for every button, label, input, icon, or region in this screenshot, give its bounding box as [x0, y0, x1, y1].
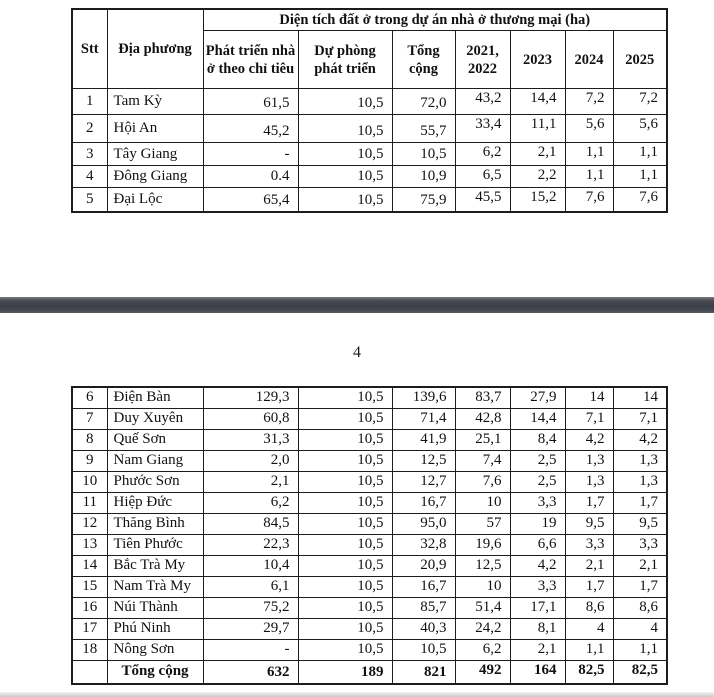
value-cell: 10,5	[298, 534, 392, 555]
value-cell: 10	[455, 576, 510, 597]
value-cell: 10,5	[298, 387, 392, 408]
table-row	[72, 597, 667, 618]
value-cell: -	[203, 639, 298, 660]
value-cell: 24,2	[455, 618, 510, 639]
value-cell: 7,6	[613, 188, 667, 212]
value-cell: 4,2	[510, 555, 565, 576]
value-cell: 821	[392, 660, 455, 684]
table-row	[72, 576, 667, 597]
location-cell: Phú Ninh	[107, 618, 203, 639]
value-cell: 10,9	[392, 166, 455, 188]
value-cell: 4,2	[613, 429, 667, 450]
value-cell: 11,1	[510, 115, 565, 143]
value-cell: 10,5	[298, 471, 392, 492]
value-cell: 31,3	[203, 429, 298, 450]
stt-cell: 9	[72, 450, 107, 471]
location-cell: Bắc Trà My	[107, 555, 203, 576]
table-row	[72, 143, 667, 166]
value-cell: 10,5	[298, 408, 392, 429]
value-cell: 10,5	[298, 576, 392, 597]
value-cell: 632	[203, 660, 298, 684]
value-cell: 0.4	[203, 166, 298, 188]
stt-cell: 14	[72, 555, 107, 576]
table-row	[72, 471, 667, 492]
value-cell: 14	[565, 387, 613, 408]
value-cell: 8,4	[510, 429, 565, 450]
value-cell: 2,1	[565, 555, 613, 576]
table-body-rows-1-5	[72, 89, 667, 212]
location-cell: Duy Xuyên	[107, 408, 203, 429]
value-cell: 2,1	[510, 639, 565, 660]
value-cell: 43,2	[455, 89, 510, 115]
stt-cell: 7	[72, 408, 107, 429]
header-col-2021-2022: 2021, 2022	[455, 31, 510, 89]
location-cell: Tam Kỳ	[107, 89, 203, 115]
value-cell: 22,3	[203, 534, 298, 555]
table-row	[72, 429, 667, 450]
location-cell: Núi Thành	[107, 597, 203, 618]
table-row	[72, 492, 667, 513]
value-cell: 25,1	[455, 429, 510, 450]
value-cell: 83,7	[455, 387, 510, 408]
value-cell: 10,5	[298, 597, 392, 618]
value-cell: 1,1	[565, 143, 613, 166]
land-area-table-part1	[71, 8, 668, 213]
value-cell: 1,1	[613, 143, 667, 166]
value-cell: 7,4	[455, 450, 510, 471]
value-cell: 85,7	[392, 597, 455, 618]
header-stt: Stt	[72, 9, 107, 89]
value-cell: 32,8	[392, 534, 455, 555]
value-cell: 10,5	[298, 115, 392, 143]
value-cell: 1,1	[613, 639, 667, 660]
value-cell: 4	[613, 618, 667, 639]
location-cell: Hội An	[107, 115, 203, 143]
stt-cell: 5	[72, 188, 107, 212]
header-col-total: Tổng cộng	[392, 31, 455, 89]
stt-cell: 11	[72, 492, 107, 513]
value-cell: 189	[298, 660, 392, 684]
table-row	[72, 387, 667, 408]
value-cell: 16,7	[392, 492, 455, 513]
value-cell: 10,5	[298, 188, 392, 212]
value-cell: 139,6	[392, 387, 455, 408]
page-separator-band-bottom	[0, 692, 714, 697]
value-cell: 10,5	[392, 639, 455, 660]
table-row	[72, 555, 667, 576]
value-cell: 7,2	[613, 89, 667, 115]
location-cell: Tây Giang	[107, 143, 203, 166]
value-cell: 1,1	[565, 166, 613, 188]
value-cell: 7,6	[565, 188, 613, 212]
value-cell: 27,9	[510, 387, 565, 408]
value-cell: 10,5	[298, 492, 392, 513]
value-cell: 8,6	[613, 597, 667, 618]
value-cell: 20,9	[392, 555, 455, 576]
value-cell: 7,1	[565, 408, 613, 429]
value-cell: 6,2	[203, 492, 298, 513]
header-col-target-development: Phát triển nhà ở theo chỉ tiêu	[203, 31, 298, 89]
land-area-table-part2	[71, 386, 668, 685]
value-cell: 10,5	[298, 513, 392, 534]
value-cell: 29,7	[203, 618, 298, 639]
table-row	[72, 115, 667, 143]
value-cell: 492	[455, 660, 510, 684]
value-cell: 2,0	[203, 450, 298, 471]
value-cell: 12,5	[455, 555, 510, 576]
location-cell: Nam Giang	[107, 450, 203, 471]
value-cell: 5,6	[565, 115, 613, 143]
value-cell: 45,5	[455, 188, 510, 212]
value-cell: 1,1	[565, 639, 613, 660]
document-page-4	[71, 386, 668, 685]
header-col-reserve-development: Dự phòng phát triển	[298, 31, 392, 89]
value-cell: 7,6	[455, 471, 510, 492]
value-cell: 1,7	[565, 492, 613, 513]
value-cell: 2,1	[203, 471, 298, 492]
stt-cell: 15	[72, 576, 107, 597]
value-cell: 10,5	[298, 143, 392, 166]
table-body-rows-6-18-total	[72, 387, 667, 684]
value-cell: 55,7	[392, 115, 455, 143]
value-cell: 7,1	[613, 408, 667, 429]
value-cell: 1,3	[565, 450, 613, 471]
value-cell: 10,5	[298, 450, 392, 471]
value-cell: 10,5	[392, 143, 455, 166]
table-total-row	[72, 660, 667, 684]
value-cell: 10,5	[298, 429, 392, 450]
value-cell: 8,1	[510, 618, 565, 639]
location-cell: Thăng Bình	[107, 513, 203, 534]
value-cell: 6,2	[455, 143, 510, 166]
value-cell: 40,3	[392, 618, 455, 639]
value-cell: 60,8	[203, 408, 298, 429]
stt-cell: 8	[72, 429, 107, 450]
value-cell: -	[203, 143, 298, 166]
stt-cell: 16	[72, 597, 107, 618]
stt-cell: 2	[72, 115, 107, 143]
value-cell: 2,1	[510, 143, 565, 166]
total-label-cell: Tổng cộng	[107, 660, 203, 684]
value-cell: 10	[455, 492, 510, 513]
value-cell: 164	[510, 660, 565, 684]
value-cell: 82,5	[565, 660, 613, 684]
stt-cell: 10	[72, 471, 107, 492]
stt-cell: 17	[72, 618, 107, 639]
value-cell: 19,6	[455, 534, 510, 555]
value-cell: 10,5	[298, 639, 392, 660]
value-cell: 3,3	[565, 534, 613, 555]
value-cell: 2,1	[613, 555, 667, 576]
value-cell: 1,7	[613, 576, 667, 597]
value-cell: 84,5	[203, 513, 298, 534]
table-row	[72, 188, 667, 212]
value-cell: 3,3	[510, 492, 565, 513]
value-cell: 14	[613, 387, 667, 408]
location-cell: Đông Giang	[107, 166, 203, 188]
table-row	[72, 89, 667, 115]
stt-cell: 3	[72, 143, 107, 166]
table-row	[72, 513, 667, 534]
value-cell: 4,2	[565, 429, 613, 450]
value-cell: 71,4	[392, 408, 455, 429]
value-cell: 16,7	[392, 576, 455, 597]
value-cell: 1,7	[613, 492, 667, 513]
value-cell: 10,5	[298, 618, 392, 639]
location-cell: Điện Bàn	[107, 387, 203, 408]
table-row	[72, 534, 667, 555]
page-number: 4	[353, 344, 361, 361]
location-cell: Nông Sơn	[107, 639, 203, 660]
value-cell: 2,5	[510, 450, 565, 471]
value-cell: 82,5	[613, 660, 667, 684]
header-span-title: Diện tích đất ở trong dự án nhà ở thương mại (ha)	[203, 9, 667, 31]
value-cell: 2,5	[510, 471, 565, 492]
value-cell: 61,5	[203, 89, 298, 115]
location-cell: Quế Sơn	[107, 429, 203, 450]
value-cell: 72,0	[392, 89, 455, 115]
value-cell: 9,5	[613, 513, 667, 534]
table-row	[72, 166, 667, 188]
value-cell: 33,4	[455, 115, 510, 143]
table-row	[72, 450, 667, 471]
location-cell: Phước Sơn	[107, 471, 203, 492]
value-cell: 1,7	[565, 576, 613, 597]
stt-cell: 18	[72, 639, 107, 660]
stt-cell: 1	[72, 89, 107, 115]
value-cell: 57	[455, 513, 510, 534]
header-location: Địa phương	[107, 9, 203, 89]
value-cell: 1,3	[565, 471, 613, 492]
stt-cell: 13	[72, 534, 107, 555]
value-cell: 1,1	[613, 166, 667, 188]
value-cell: 9,5	[565, 513, 613, 534]
stt-cell: 6	[72, 387, 107, 408]
value-cell: 5,6	[613, 115, 667, 143]
value-cell: 10,5	[298, 555, 392, 576]
location-cell: Hiệp Đức	[107, 492, 203, 513]
table-row	[72, 618, 667, 639]
value-cell: 2,2	[510, 166, 565, 188]
value-cell: 6,6	[510, 534, 565, 555]
value-cell: 75,2	[203, 597, 298, 618]
value-cell: 12,5	[392, 450, 455, 471]
value-cell: 8,6	[565, 597, 613, 618]
value-cell: 42,8	[455, 408, 510, 429]
document-page-3	[71, 8, 668, 213]
value-cell: 4	[565, 618, 613, 639]
value-cell: 14,4	[510, 408, 565, 429]
value-cell: 3,3	[510, 576, 565, 597]
header-col-2023: 2023	[510, 31, 565, 89]
value-cell: 51,4	[455, 597, 510, 618]
value-cell: 45,2	[203, 115, 298, 143]
location-cell: Đại Lộc	[107, 188, 203, 212]
stt-cell	[72, 660, 107, 684]
value-cell: 7,2	[565, 89, 613, 115]
table-row	[72, 408, 667, 429]
value-cell: 75,9	[392, 188, 455, 212]
value-cell: 14,4	[510, 89, 565, 115]
value-cell: 6,5	[455, 166, 510, 188]
value-cell: 12,7	[392, 471, 455, 492]
table-row	[72, 639, 667, 660]
value-cell: 15,2	[510, 188, 565, 212]
value-cell: 19	[510, 513, 565, 534]
page-separator-band	[0, 297, 714, 313]
value-cell: 1,3	[613, 471, 667, 492]
value-cell: 129,3	[203, 387, 298, 408]
value-cell: 6,2	[455, 639, 510, 660]
value-cell: 1,3	[613, 450, 667, 471]
location-cell: Nam Trà My	[107, 576, 203, 597]
stt-cell: 12	[72, 513, 107, 534]
value-cell: 10,5	[298, 89, 392, 115]
value-cell: 65,4	[203, 188, 298, 212]
value-cell: 6,1	[203, 576, 298, 597]
value-cell: 41,9	[392, 429, 455, 450]
location-cell: Tiên Phước	[107, 534, 203, 555]
header-col-2024: 2024	[565, 31, 613, 89]
value-cell: 10,4	[203, 555, 298, 576]
value-cell: 3,3	[613, 534, 667, 555]
header-col-2025: 2025	[613, 31, 667, 89]
value-cell: 17,1	[510, 597, 565, 618]
value-cell: 95,0	[392, 513, 455, 534]
stt-cell: 4	[72, 166, 107, 188]
value-cell: 10,5	[298, 166, 392, 188]
